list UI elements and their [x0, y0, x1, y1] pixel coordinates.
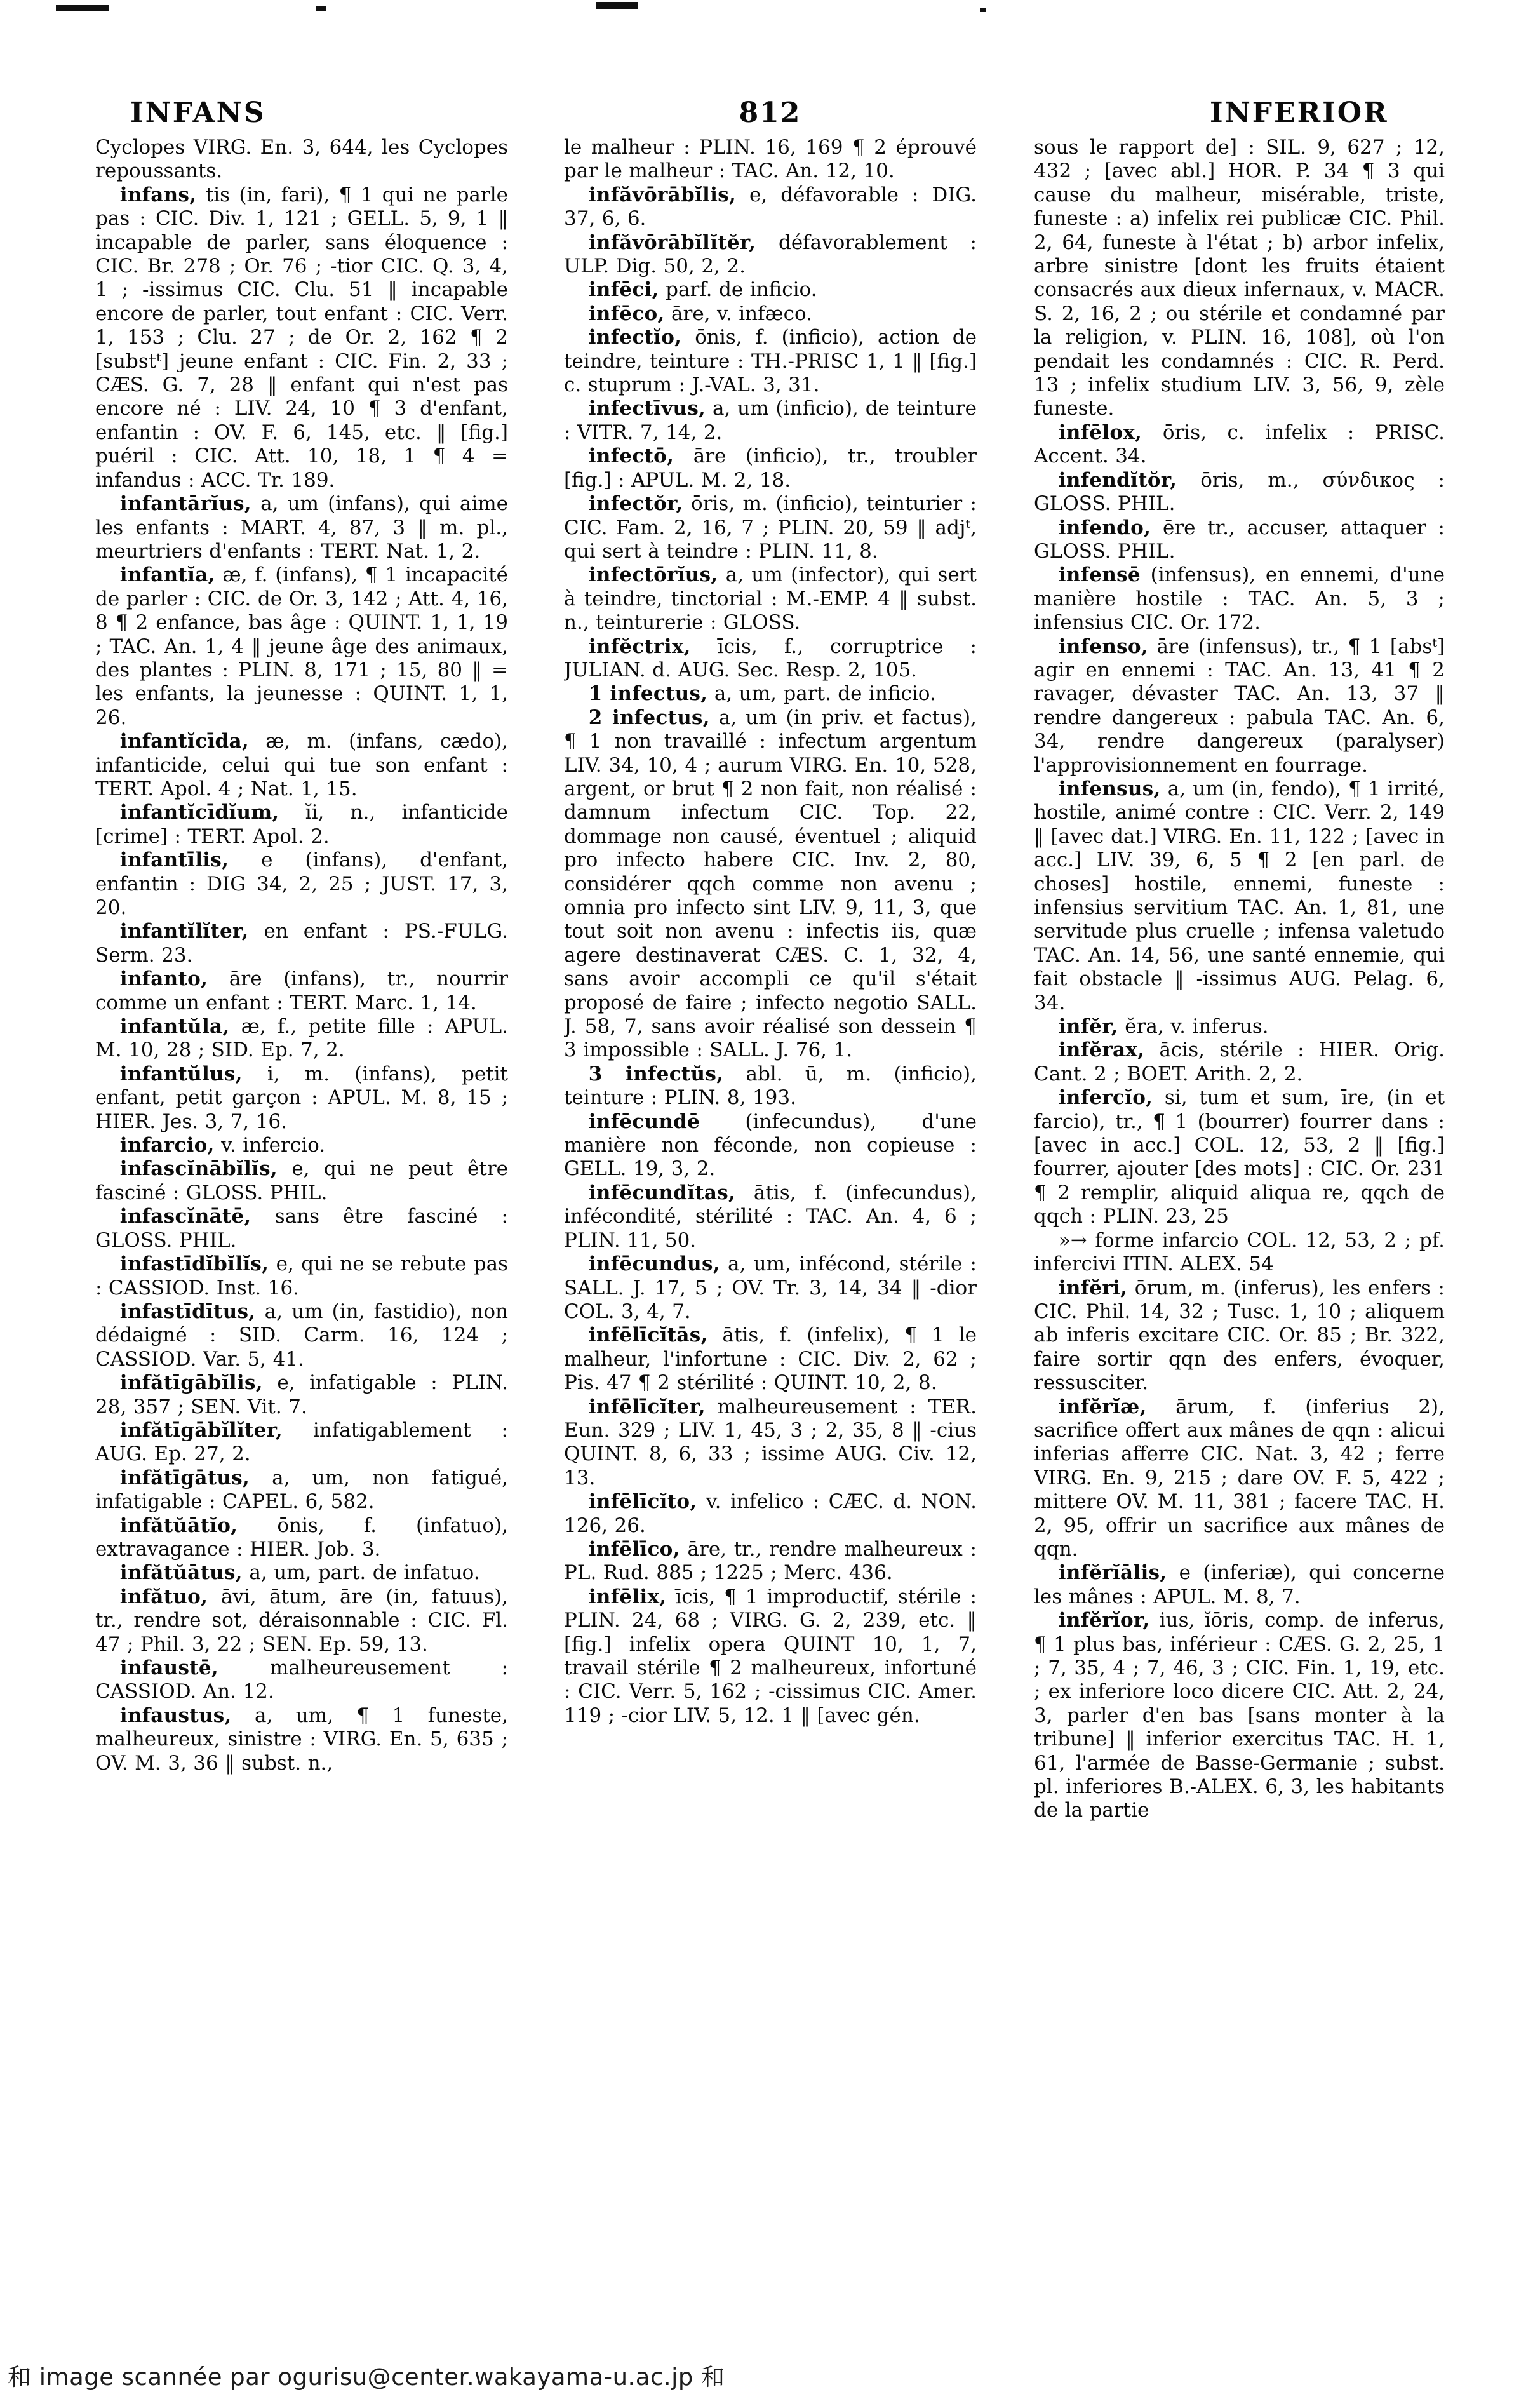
dictionary-entry — [564, 1181, 977, 1253]
headword: infēco, — [588, 302, 665, 325]
dictionary-entry — [1034, 516, 1445, 564]
dictionary-entry — [564, 445, 977, 492]
entry-text: ātis, f. (infecundus), infécondité, stérilité : TAC. An. 4, 6 ; PLIN. 11, 50. — [564, 1181, 977, 1252]
dictionary-entry — [1034, 777, 1445, 1015]
headword: infĕrax, — [1058, 1038, 1145, 1062]
headword: infēlīcĭter, — [588, 1395, 706, 1418]
headword: infensē — [1058, 563, 1141, 587]
entry-text: i, m. (infans), petit enfant, petit garçon : APUL. M. 8, 15 ; HIER. Jes. 3, 7, 16. — [95, 1062, 508, 1133]
dictionary-entry — [95, 1063, 508, 1134]
entry-text: a, um (in, fendo), ¶ 1 irrité, hostile, animé contre : CIC. Verr. 2, 149 ‖ [avec dat.] VIRG. En. 11, 122 ; [avec in acc.] LIV. 39, 6, 5 ¶ 2 [en parl. de choses] hostile, ennemi, funeste : infensius servitium TAC. An. 1, 81, une servitude plus cruelle ; infensa valetudo TAC. An. 14, 56, une santé ennemie, qui fait obstacle ‖ -issimus AUG. Pelag. 6, 34. — [1034, 777, 1445, 1014]
dictionary-entry — [95, 1514, 508, 1562]
dictionary-entry — [95, 1300, 508, 1371]
dictionary-entry — [1034, 1561, 1445, 1609]
scan-speck — [596, 2, 638, 9]
entry-text: a, um, non fatigué, infatigable : CAPEL. 6, 582. — [95, 1466, 508, 1514]
headword: infēlīco, — [588, 1537, 680, 1561]
headword: infectīvus, — [588, 397, 706, 420]
headword: infastīdĭbĭlĭs, — [119, 1253, 269, 1276]
headword: infăvōrābĭlis, — [588, 183, 737, 206]
headword: infarcio, — [119, 1134, 215, 1157]
entry-text: ius, ĭōris, comp. de inferus, ¶ 1 plus bas, inférieur : CÆS. G. 2, 25, 1 ; 7, 35, 4 ; 7, 46, 3 ; CIC. Fin. 1, 19, etc. ; ex inferiore loco dicere CIC. Att. 2, 24, 3, parler d'en bas [sans monter à la tribune] ‖ inferior exercitus TAC. H. 1, 61, l'armée de Basse-Germanie ; subst. pl. inferiores B.-ALEX. 6, 3, les habitants de la partie — [1034, 1609, 1445, 1822]
dictionary-entry — [95, 920, 508, 967]
entry-text: āre (inficio), tr., troubler [fig.] : APUL. M. 2, 18. — [564, 445, 977, 492]
headword: infătīgābĭlis, — [119, 1371, 263, 1395]
dictionary-entry — [95, 1134, 508, 1157]
entry-text: æ, m. (infans, cædo), infanticide, celui qui tue son enfant : TERT. Apol. 4 ; Nat. 1, 15. — [95, 730, 508, 800]
entry-continuation — [1034, 136, 1445, 421]
entry-text: a, um (infans), qui aime les enfants : MART. 4, 87, 3 ‖ m. pl., meurtriers d'enfants : TERT. Nat. 1, 2. — [95, 492, 508, 563]
entry-text: Cyclopes VIRG. En. 3, 644, les Cyclopes repoussants. — [95, 136, 508, 183]
entry-text: āre, v. infæco. — [664, 302, 813, 325]
running-head-right: INFERIOR — [1210, 97, 1389, 129]
dictionary-entry — [95, 1467, 508, 1514]
column-1 — [95, 136, 508, 2299]
headword: infantĭa, — [119, 563, 215, 587]
dictionary-entry — [95, 801, 508, 849]
entry-text: e, infatigable : PLIN. 28, 357 ; SEN. Vit. 7. — [95, 1371, 508, 1418]
dictionary-entry — [95, 849, 508, 920]
entry-text: ōnis, f. (inficio), action de teindre, teinture : TH.-PRISC 1, 1 ‖ [fig.] c. stuprum : J.-VAL. 3, 31. — [564, 326, 977, 397]
headword: infenso, — [1058, 635, 1148, 658]
headword: infendo, — [1058, 516, 1151, 539]
entry-text: tis (in, fari), ¶ 1 qui ne parle pas : CIC. Div. 1, 121 ; GELL. 5, 9, 1 ‖ incapable de parler, sans éloquence : CIC. Br. 278 ; Or. 76 ; -tior CIC. Q. 3, 4, 1 ; -issimus CIC. Clu. 51 ‖ incapable encore de parler, tout enfant : CIC. Verr. 1, 153 ; Clu. 27 ; de Or. 2, 162 ¶ 2 [substᵗ] jeune enfant : CIC. Fin. 2, 33 ; CÆS. G. 7, 28 ‖ enfant qui n'est pas encore né : LIV. 24, 10 ¶ 3 d'enfant, enfantin : OV. F. 6, 145, etc. ‖ [fig.] puéril : CIC. Att. 10, 18, 1 ¶ 4 = infandus : ACC. Tr. 189. — [95, 183, 508, 492]
headword: infectōrĭus, — [588, 563, 718, 587]
entry-text: en enfant : PS.-FULG. Serm. 23. — [95, 920, 508, 967]
dictionary-entry — [95, 1561, 508, 1585]
headword: infēcundē — [588, 1110, 700, 1133]
entry-text: æ, f., petite fille : APUL. M. 10, 28 ; SID. Ep. 7, 2. — [95, 1015, 508, 1062]
entry-text: e, qui ne peut être fasciné : GLOSS. PHIL. — [95, 1157, 508, 1204]
dictionary-entry — [1034, 469, 1445, 516]
dictionary-entry — [564, 1585, 977, 1728]
dictionary-entry — [95, 1657, 508, 1704]
entry-text: e (infans), d'enfant, enfantin : DIG 34, 2, 25 ; JUST. 17, 3, 20. — [95, 849, 508, 919]
dictionary-entry — [564, 302, 977, 326]
entry-text: ācis, stérile : HIER. Orig. Cant. 2 ; BOET. Arith. 2, 2. — [1034, 1038, 1445, 1085]
headword: infătuo, — [119, 1585, 208, 1608]
headword: infantŭlus, — [119, 1062, 243, 1085]
headword: infantīlis, — [119, 849, 229, 872]
entry-text: æ, f. (infans), ¶ 1 incapacité de parler : CIC. de Or. 3, 142 ; Att. 4, 16, 8 ¶ 2 enfance, bas âge : QUINT. 1, 1, 19 ; TAC. An. 1, 4 ‖ jeune âge des animaux, des plantes : PLIN. 8, 171 ; 15, 80 ‖ = les enfants, la jeunesse : QUINT. 1, 1, 26. — [95, 563, 508, 729]
headword: infēcundus, — [588, 1253, 720, 1276]
entry-text: āre (infensus), tr., ¶ 1 [absᵗ] agir en ennemi : TAC. An. 13, 41 ¶ 2 ravager, dévaster TAC. An. 13, 37 ‖ rendre dangereux : pabula TAC. An. 6, 34, rendre dangereux (paralyser) l'approvisionnement en fourrage. — [1034, 635, 1445, 777]
entry-text: sous le rapport de] : SIL. 9, 627 ; 12, 432 ; [avec abl.] HOR. P. 34 ¶ 3 qui cause du malheur, misérable, triste, funeste : a) infelix rei publicæ CIC. Phil. 2, 64, funeste à l'état ; b) arbor infelix, arbre sinistre [dont les fruits étaient consacrés aux dieux infernaux, v. MACR. S. 2, 16, 2 ; ou stérile et condamné par la religion, v. PLIN. 16, 108], où l'on pendait les condamnés : CIC. R. Perd. 13 ; infelix studium LIV. 3, 56, 9, zèle funeste. — [1034, 136, 1445, 420]
headword: infēci, — [588, 278, 659, 302]
dictionary-entry — [564, 635, 977, 683]
headword: infĕrĭālis, — [1058, 1561, 1167, 1585]
entry-text: sans être fasciné : GLOSS. PHIL. — [95, 1205, 508, 1252]
dictionary-entry — [564, 397, 977, 445]
entry-text: ĕra, v. inferus. — [1118, 1015, 1269, 1038]
entry-text: malheureusement : TER. Eun. 329 ; LIV. 1, 45, 3 ; 2, 35, 8 ‖ -cius QUINT. 8, 6, 33 ; issime AUG. Civ. 12, 13. — [564, 1395, 977, 1489]
entry-text: āvi, ātum, āre (in, fatuus), tr., rendre sot, déraisonnable : CIC. Fl. 47 ; Phil. 3, 22 ; SEN. Ep. 59, 13. — [95, 1585, 508, 1656]
dictionary-entry — [95, 1205, 508, 1253]
entry-text: infatigablement : AUG. Ep. 27, 2. — [95, 1418, 508, 1466]
dictionary-entry — [95, 563, 508, 730]
dictionary-entry — [95, 492, 508, 563]
dictionary-entry — [564, 1253, 977, 1324]
dictionary-entry — [1034, 1609, 1445, 1823]
headword: infēcundĭtas, — [588, 1181, 736, 1204]
entry-text: āre (infans), tr., nourrir comme un enfant : TERT. Marc. 1, 14. — [95, 967, 508, 1014]
headword: infercĭo, — [1058, 1086, 1153, 1110]
entry-text: (infecundus), d'une manière non féconde, non copieuse : GELL. 19, 3, 2. — [564, 1110, 977, 1181]
dictionary-entry — [1034, 1395, 1445, 1562]
dictionary-entry — [95, 1015, 508, 1063]
headword: infanto, — [119, 967, 208, 991]
headword: infătŭātĭo, — [119, 1514, 238, 1537]
dictionary-entry — [564, 184, 977, 231]
headword: infascĭnātē, — [119, 1205, 251, 1228]
headword: infectĭo, — [588, 326, 682, 349]
entry-continuation — [1034, 1229, 1445, 1277]
dictionary-entry — [564, 231, 977, 279]
headword: infĕrĭæ, — [1058, 1395, 1147, 1418]
headword: infantŭla, — [119, 1015, 230, 1038]
headword: infantārĭus, — [119, 492, 251, 516]
dictionary-entry — [95, 1704, 508, 1775]
headword: infĕrĭor, — [1058, 1609, 1150, 1632]
headword: infaustus, — [119, 1704, 232, 1727]
entry-text: a, um (inficio), de teinture : VITR. 7, 14, 2. — [564, 397, 977, 444]
dictionary-entry — [95, 184, 508, 492]
entry-text: e, qui ne se rebute pas : CASSIOD. Inst. 16. — [95, 1253, 508, 1300]
headword: infĕri, — [1058, 1276, 1128, 1300]
column-3 — [1034, 136, 1445, 2299]
entry-text: (infensus), en ennemi, d'une manière hostile : TAC. An. 5, 3 ; infensius CIC. Or. 172. — [1034, 563, 1445, 635]
dictionary-entry — [564, 1395, 977, 1491]
headword: infēlīcĭtās, — [588, 1324, 708, 1347]
entry-text: si, tum et sum, īre, (in et farcio), tr., ¶ 1 (bourrer) fourrer dans : [avec in acc.] COL. 12, 53, 2 ‖ [fig.] fourrer, ajouter [des mots] : CIC. Or. 231 ¶ 2 remplir, aliquid aliqua re, qqch de qqch : PLIN. 23, 25 — [1034, 1086, 1445, 1228]
entry-text: défavorablement : ULP. Dig. 50, 2, 2. — [564, 231, 977, 278]
headword: infantĭcīdĭum, — [119, 801, 279, 824]
dictionary-entry — [564, 706, 977, 1063]
entry-text: a, um, part. de infatuo. — [242, 1561, 480, 1585]
headword: infantĭcīda, — [119, 730, 249, 753]
dictionary-entry — [1034, 1015, 1445, 1038]
dictionary-entry — [564, 278, 977, 302]
entry-text: abl. ū, m. (inficio), teinture : PLIN. 8, 193. — [564, 1062, 977, 1110]
headword: infaustē, — [119, 1657, 219, 1679]
dictionary-entry — [95, 1157, 508, 1205]
column-2 — [564, 136, 977, 2299]
headword: infătŭātus, — [119, 1561, 243, 1585]
headword: infĕr, — [1058, 1015, 1118, 1038]
headword: infascĭnābĭlĭs, — [119, 1157, 278, 1181]
entry-text: a, um (in, fastidio), non dédaigné : SID. Carm. 16, 124 ; CASSIOD. Var. 5, 41. — [95, 1300, 508, 1371]
entry-text: ārum, f. (inferius 2), sacrifice offert aux mânes de qqn : alicui inferias afferre CIC. Nat. 3, 42 ; ferre VIRG. En. 9, 215 ; dare OV. F. 5, 422 ; mittere OV. M. 11, 381 ; facere TAC. H. 2, 95, offrir un sacrifice aux mânes de qqn. — [1034, 1395, 1445, 1561]
dictionary-entry — [95, 1585, 508, 1657]
headword: infantĭlĭter, — [119, 920, 249, 943]
headword: 2 infectus, — [588, 706, 710, 729]
dictionary-entry — [95, 1371, 508, 1419]
entry-text: »→ forme infarcio COL. 12, 53, 2 ; pf. infercivi ITIN. ALEX. 54 — [1034, 1228, 1445, 1276]
dictionary-entry — [1034, 635, 1445, 777]
entry-text: ōris, c. infelix : PRISC. Accent. 34. — [1034, 420, 1445, 468]
dictionary-entry — [564, 1110, 977, 1181]
headword: infēlox, — [1058, 420, 1142, 444]
entry-text: e (inferiæ), qui concerne les mânes : APUL. M. 8, 7. — [1034, 1561, 1445, 1608]
entry-text: a, um (infector), qui sert à teindre, tinctorial : M.-EMP. 4 ‖ subst. n., teinturerie : GLOSS. — [564, 563, 977, 635]
dictionary-entry — [95, 730, 508, 801]
dictionary-entry — [564, 326, 977, 397]
scan-speck — [56, 5, 109, 11]
entry-text: ōris, m., σύνδικος : GLOSS. PHIL. — [1034, 468, 1445, 516]
entry-text: a, um (in priv. et factus), ¶ 1 non travaillé : infectum argentum LIV. 34, 10, 4 ; aurum VIRG. En. 10, 528, argent, or brut ¶ 2 non fait, non réalisé : damnum infectum CIC. Top. 22, dommage non causé, éventuel ; aliquid pro infecto habere CIC. Inv. 2, 80, considérer qqch comme non avenu ; omnia pro infecto sint LIV. 9, 11, 3, que tout soit non avenu : infectis iis, quæ agere destinaverat CÆS. C. 1, 32, 4, sans avoir accompli ce qu'il s'était proposé de faire ; infecto negotio SALL. J. 58, 7, sans avoir réalisé son dessein ¶ 3 impossible : SALL. J. 76, 1. — [564, 706, 977, 1062]
entry-text: ōnis, f. (infatuo), extravagance : HIER. Job. 3. — [95, 1514, 508, 1561]
entry-text: ēre tr., accuser, attaquer : GLOSS. PHIL. — [1034, 516, 1445, 563]
dictionary-entry — [1034, 421, 1445, 469]
page-header — [0, 97, 1540, 135]
columns — [95, 136, 1445, 2299]
entry-text: āre, tr., rendre malheureux : PL. Rud. 885 ; 1225 ; Merc. 436. — [564, 1537, 977, 1585]
dictionary-entry — [95, 1419, 508, 1467]
entry-continuation — [564, 136, 977, 184]
dictionary-entry — [1034, 1038, 1445, 1086]
headword: infectŏr, — [588, 492, 683, 516]
scan-credit-line: 和 image scannée par ogurisu@center.wakayama-u.ac.jp 和 — [8, 2363, 725, 2391]
headword: 1 infectus, — [588, 682, 708, 706]
entry-text: a, um, infécond, stérile : SALL. J. 17, 5 ; OV. Tr. 3, 14, 34 ‖ -dior COL. 3, 4, 7. — [564, 1253, 977, 1323]
dictionary-entry — [1034, 563, 1445, 635]
headword: infendĭtŏr, — [1058, 468, 1177, 492]
entry-text: e, défavorable : DIG. 37, 6, 6. — [564, 183, 977, 231]
scan-speck — [980, 8, 986, 12]
headword: infectō, — [588, 445, 674, 468]
entry-text: īcis, f., corruptrice : JULIAN. d. AUG. Sec. Resp. 2, 105. — [564, 635, 977, 682]
headword: infĕctrix, — [588, 635, 691, 658]
dictionary-entry — [564, 563, 977, 635]
dictionary-entry — [564, 1063, 977, 1110]
dictionary-entry — [564, 1490, 977, 1538]
dictionary-entry — [95, 967, 508, 1015]
headword: infēlix, — [588, 1585, 667, 1608]
headword: infēlīcĭto, — [588, 1490, 697, 1514]
dictionary-entry — [95, 1253, 508, 1300]
dictionary-entry — [1034, 1086, 1445, 1228]
entry-text: v. infelico : CÆC. d. NON. 126, 26. — [564, 1490, 977, 1537]
entry-text: ĭi, n., infanticide [crime] : TERT. Apol. 2. — [95, 801, 508, 848]
entry-text: ōrum, m. (inferus), les enfers : CIC. Phil. 14, 32 ; Tusc. 1, 10 ; aliquem ab inferis excitare CIC. Or. 85 ; Br. 322, faire sortir qqn des enfers, évoquer, ressusciter. — [1034, 1276, 1445, 1395]
dictionary-entry — [564, 1538, 977, 1585]
entry-text: parf. de inficio. — [659, 278, 817, 302]
dictionary-entry — [564, 492, 977, 563]
dictionary-entry — [1034, 1277, 1445, 1395]
headword: 3 infectŭs, — [588, 1062, 724, 1085]
entry-text: v. infercio. — [214, 1134, 326, 1157]
entry-text: a, um, ¶ 1 funeste, malheureux, sinistre : VIRG. En. 5, 635 ; OV. M. 3, 36 ‖ subst. n., — [95, 1704, 508, 1775]
dictionary-entry — [564, 1324, 977, 1395]
page-number: 812 — [739, 97, 801, 129]
headword: infans, — [119, 183, 197, 206]
entry-text: malheureusement : CASSIOD. An. 12. — [95, 1657, 508, 1704]
dictionary-entry — [564, 682, 977, 706]
headword: infastīdītus, — [119, 1300, 256, 1323]
headword: infătīgātus, — [119, 1466, 250, 1489]
entry-text: ātis, f. (infelix), ¶ 1 le malheur, l'infortune : CIC. Div. 2, 62 ; Pis. 47 ¶ 2 stérilité : QUINT. 10, 2, 8. — [564, 1324, 977, 1395]
entry-continuation — [95, 136, 508, 184]
entry-text: īcis, ¶ 1 improductif, stérile : PLIN. 24, 68 ; VIRG. G. 2, 239, etc. ‖ [fig.] infelix opera QUINT 10, 1, 7, travail stérile ¶ 2 malheureux, infortuné : CIC. Verr. 5, 162 ; -cissimus CIC. Amer. 119 ; -cior LIV. 5, 12. 1 ‖ [avec gén. — [564, 1585, 977, 1727]
headword: infensus, — [1058, 777, 1161, 800]
running-head-left: INFANS — [130, 97, 266, 129]
scan-speck — [316, 6, 326, 11]
entry-text: le malheur : PLIN. 16, 169 ¶ 2 éprouvé par le malheur : TAC. An. 12, 10. — [564, 136, 977, 183]
headword: infăvōrābĭlĭtĕr, — [588, 231, 756, 254]
headword: infătīgābĭlĭter, — [119, 1418, 283, 1442]
entry-text: ōris, m. (inficio), teinturier : CIC. Fam. 2, 16, 7 ; PLIN. 20, 59 ‖ adjᵗ, qui sert à teindre : PLIN. 11, 8. — [564, 492, 977, 563]
entry-text: a, um, part. de inficio. — [707, 682, 936, 706]
